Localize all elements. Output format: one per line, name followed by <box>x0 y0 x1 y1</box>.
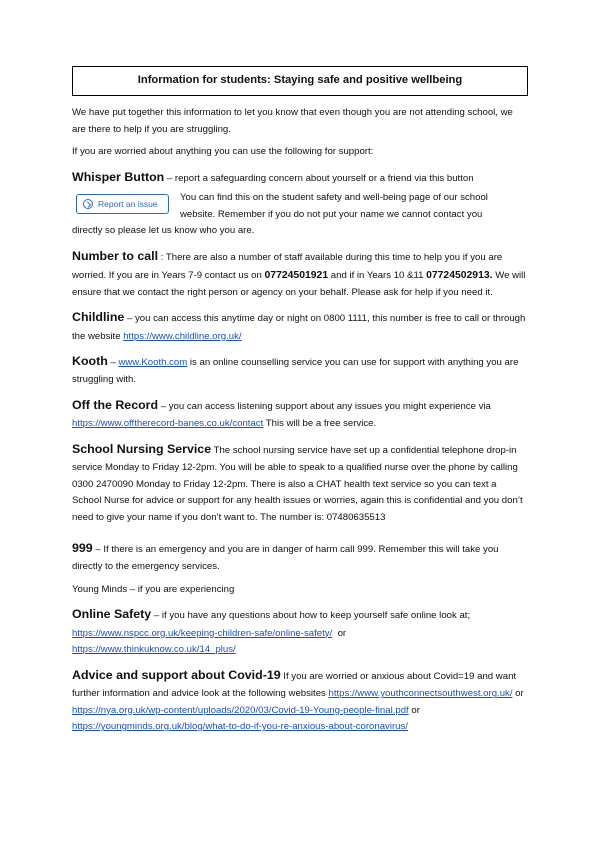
phone-number-years-10-11: 07724502913. <box>426 269 493 281</box>
online-safety-heading: Online Safety <box>72 607 152 622</box>
nspcc-link[interactable]: https://www.nspcc.org.uk/keeping-children-safe/online-safety/ <box>72 627 333 639</box>
report-issue-button[interactable] <box>76 194 169 214</box>
whisper-desc-line1: You can find this on the student safety and well-being page of our school <box>180 192 488 204</box>
off-the-record-text: – you can access listening support about any issues you might experience via <box>158 400 491 412</box>
kooth-link[interactable]: www.Kooth.com <box>118 357 188 369</box>
phone-number-years-7-9: 07724501921 <box>264 269 329 281</box>
page-title: Information for students: Staying safe and positive wellbeing <box>72 66 528 96</box>
whisper-heading: Whisper Button <box>72 169 165 184</box>
whisper-section <box>72 167 528 188</box>
document-page <box>72 66 528 742</box>
kooth-dash: – <box>107 357 119 369</box>
number-to-call-heading: Number to call <box>72 248 159 263</box>
intro-paragraph: We have put together this information to let you know that even though you are not attending school, we are there to help if you are struggling. <box>72 107 513 135</box>
whisper-desc-line2: website. Remember if you do not put your name we cannot contact you <box>180 208 483 220</box>
emergency-heading: 999 <box>72 541 93 556</box>
number-to-call-section <box>72 246 528 302</box>
covid-heading: Advice and support about Covid-19 <box>72 667 281 682</box>
emergency-section <box>72 538 528 576</box>
number-to-call-text3: We will ensure that we contact the right person or agency on your behalf. Please ask for help if you need it. <box>72 269 526 298</box>
school-nursing-text: The school nursing service have set up a confidential telephone drop-in service Monday to Friday 12-2pm. You will be able to speak to a qualified nurse over the phone by calling 0300 2470090 Monday to Friday 12-2pm. There is also a CHAT health text service so you can text a School Nurse for advice or support for any health issues or worries, again this is confidential and you don’t need to give your name if you don’t want to. The number is: 07480635513 <box>72 444 523 523</box>
young-minds-line: Young Minds – if you are experiencing <box>72 583 235 595</box>
youthconnect-link[interactable]: https://www.youthconnectsouthwest.org.uk/ <box>328 688 513 700</box>
number-to-call-text1: : There are also a number of staff available during this time to help you if you are worried. If you are in Years 7-9 contact us on <box>72 251 503 281</box>
whisper-text: – report a safeguarding concern about yourself or a friend via this button <box>164 172 474 184</box>
whisper-desc-rest: directly so please let us know who you are. <box>72 225 255 237</box>
intro-paragraph-2: If you are worried about anything you can use the following for support: <box>72 146 374 158</box>
kooth-text: is an online counselling service you can use for support with anything you are struggling with. <box>72 357 519 386</box>
online-safety-or: or <box>332 627 347 639</box>
kooth-heading: Kooth <box>72 354 108 369</box>
youngminds-link[interactable]: https://youngminds.org.uk/blog/what-to-do-if-you-re-anxious-about-coronavirus/ <box>72 721 408 733</box>
covid-text: If you are worried or anxious about Covid=19 and want further information and advice look at the following websites <box>72 670 517 700</box>
off-the-record-heading: Off the Record <box>72 397 159 412</box>
covid-or2: or <box>408 704 420 716</box>
thinkuknow-link[interactable]: https://www.thinkuknow.co.uk/14_plus/ <box>72 644 236 656</box>
off-the-record-text2: This will be a free service. <box>263 418 377 430</box>
kooth-section <box>72 351 528 389</box>
online-safety-text: – if you have any questions about how to keep yourself safe online look at; <box>151 610 471 622</box>
childline-heading: Childline <box>72 310 125 325</box>
childline-text: – you can access this anytime day or night on 0800 1111, this number is free to call or through the website <box>72 313 526 342</box>
nya-link[interactable]: https://nya.org.uk/wp-content/uploads/2020/03/Covid-19-Young-people-final.pdf <box>72 704 409 716</box>
off-the-record-section <box>72 395 528 433</box>
number-to-call-text2: and if in Years 10 &11 <box>328 269 427 281</box>
childline-section <box>72 307 528 345</box>
covid-section <box>72 665 528 736</box>
covid-or1: or <box>512 688 524 700</box>
off-the-record-link[interactable]: https://www.offtherecord-banes.co.uk/contact <box>72 418 264 430</box>
check-circle-icon <box>83 199 93 209</box>
online-safety-section <box>72 604 528 658</box>
whisper-button-row <box>72 190 528 240</box>
emergency-text: – If there is an emergency and you are in danger of harm call 999. Remember this will take you directly to the emergency services. <box>72 544 499 573</box>
childline-link[interactable]: https://www.childline.org.uk/ <box>123 330 242 342</box>
school-nursing-heading: School Nursing Service <box>72 441 212 456</box>
report-issue-label: Report an issue <box>98 198 158 209</box>
school-nursing-section <box>72 439 528 526</box>
